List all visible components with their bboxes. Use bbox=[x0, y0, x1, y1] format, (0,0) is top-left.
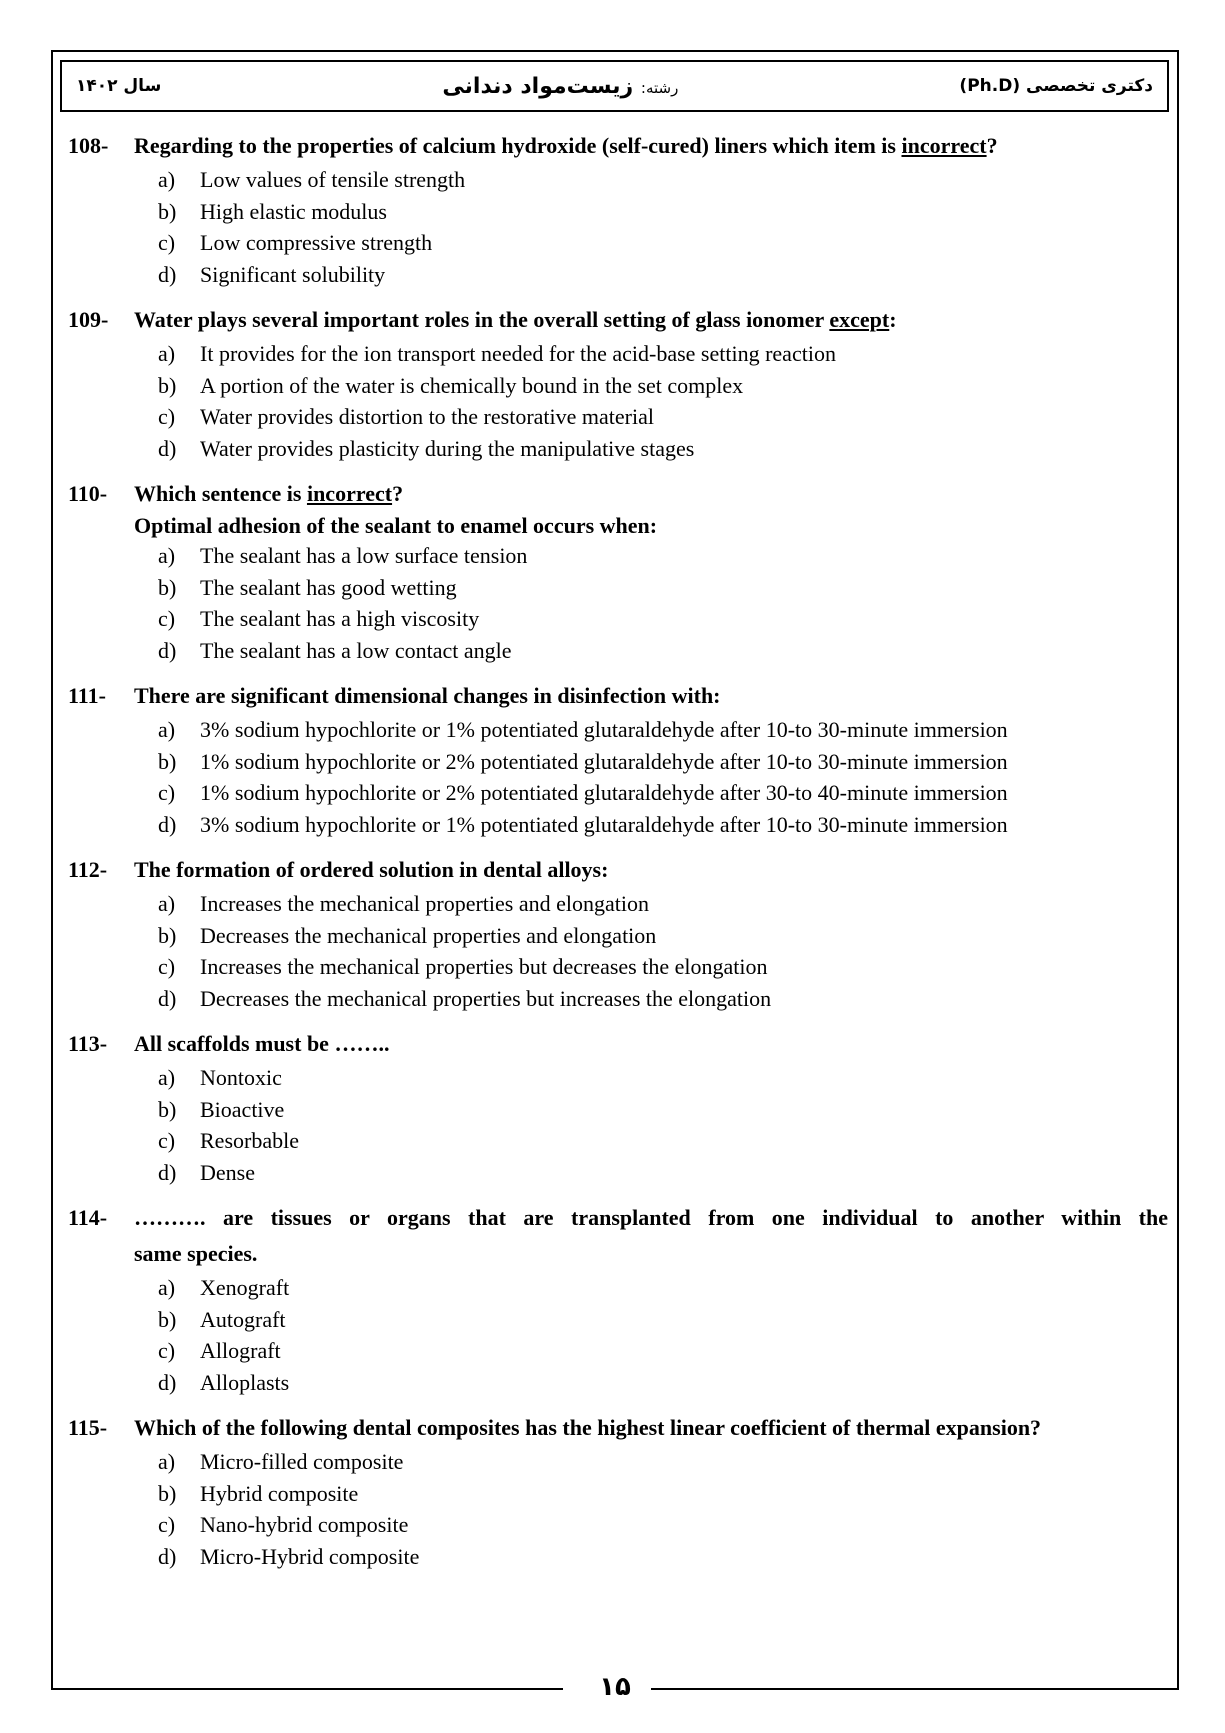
degree-label: دکتری تخصصی (Ph.D) bbox=[959, 76, 1153, 96]
question-number: 112- bbox=[68, 857, 108, 882]
question-text bbox=[134, 852, 1168, 888]
option-label: b) bbox=[158, 574, 177, 600]
answer-option bbox=[158, 951, 1168, 983]
question-114 bbox=[68, 1200, 1168, 1398]
emphasis-text: incorrect bbox=[306, 481, 393, 506]
option-text: Water provides distortion to the restorative material bbox=[200, 404, 654, 429]
emphasis-text: incorrect bbox=[901, 133, 987, 158]
option-text: It provides for the ion transport needed for the acid-base setting reaction bbox=[200, 341, 836, 366]
option-label: a) bbox=[158, 543, 176, 568]
question-text-segment: ? bbox=[392, 481, 404, 506]
question-text-segment: The formation of ordered solution in dental alloys: bbox=[134, 857, 609, 882]
answer-option bbox=[158, 1157, 1168, 1189]
question-111 bbox=[68, 678, 1168, 840]
answer-option bbox=[158, 1446, 1168, 1478]
option-text: The sealant has a high viscosity bbox=[200, 606, 480, 631]
option-text: Autograft bbox=[200, 1306, 286, 1332]
question-text-segment: There are significant dimensional changes in disinfection with: bbox=[134, 683, 721, 708]
question-115 bbox=[68, 1410, 1168, 1572]
option-text: Water provides plasticity during the manipulative stages bbox=[200, 435, 695, 461]
question-text bbox=[134, 476, 1168, 512]
option-text: Nano-hybrid composite bbox=[200, 1512, 409, 1537]
question-stem-line bbox=[68, 476, 1168, 512]
question-text-segment: ? bbox=[986, 133, 998, 158]
option-label: d) bbox=[158, 1369, 177, 1395]
question-number: 115- bbox=[68, 1415, 108, 1440]
question-text-segment: : bbox=[889, 307, 897, 332]
option-label: d) bbox=[158, 1159, 177, 1185]
question-108 bbox=[68, 128, 1168, 290]
field-label: رشته: bbox=[640, 78, 679, 97]
question-number: 108- bbox=[68, 133, 109, 158]
question-stem-line bbox=[68, 1026, 1168, 1062]
option-text: Alloplasts bbox=[200, 1369, 290, 1395]
question-text bbox=[134, 678, 1168, 714]
option-label: b) bbox=[158, 1306, 177, 1332]
question-stem-line bbox=[68, 1410, 1168, 1446]
question-subline: Optimal adhesion of the sealant to enamel occurs when: bbox=[134, 513, 658, 538]
question-number: 109- bbox=[68, 307, 109, 332]
question-number: 113- bbox=[68, 1031, 108, 1056]
answer-option bbox=[158, 572, 1168, 604]
option-label: a) bbox=[158, 167, 176, 192]
option-label: c) bbox=[158, 1512, 176, 1537]
question-stem-line bbox=[68, 128, 1168, 164]
answer-option bbox=[158, 888, 1168, 920]
option-label: a) bbox=[158, 717, 176, 742]
option-text: Allograft bbox=[200, 1338, 281, 1363]
answer-option bbox=[158, 401, 1168, 433]
answer-option bbox=[158, 603, 1168, 635]
field-title bbox=[442, 74, 678, 99]
question-text-segment: Which sentence is bbox=[134, 481, 307, 506]
option-label: c) bbox=[158, 1128, 176, 1153]
question-109 bbox=[68, 302, 1168, 464]
option-label: c) bbox=[158, 780, 176, 805]
question-text bbox=[134, 128, 1168, 164]
option-label: a) bbox=[158, 1275, 176, 1300]
option-label: c) bbox=[158, 404, 176, 429]
answer-option bbox=[158, 777, 1168, 809]
question-number: 110- bbox=[68, 481, 108, 506]
question-text bbox=[134, 1200, 1168, 1236]
option-text: Hybrid composite bbox=[200, 1480, 359, 1506]
answer-option bbox=[158, 338, 1168, 370]
answer-option bbox=[158, 1094, 1168, 1126]
option-text: Increases the mechanical properties but decreases the elongation bbox=[200, 954, 768, 979]
field-name: زیست‌مواد دندانی bbox=[442, 73, 634, 99]
emphasis-text: except bbox=[829, 307, 890, 332]
answer-option bbox=[158, 1304, 1168, 1336]
option-label: b) bbox=[158, 748, 177, 774]
answer-option bbox=[158, 1509, 1168, 1541]
question-text-segment: All scaffolds must be …….. bbox=[134, 1031, 390, 1056]
question-text-segment: Which of the following dental composites has the highest linear coefficient of thermal expansion? bbox=[134, 1415, 1042, 1440]
option-label: b) bbox=[158, 1096, 177, 1122]
exam-header bbox=[60, 60, 1169, 112]
footer-rule-left bbox=[51, 1688, 563, 1690]
option-text: Micro-filled composite bbox=[200, 1449, 404, 1474]
answer-option bbox=[158, 259, 1168, 291]
option-label: a) bbox=[158, 891, 176, 916]
answer-option bbox=[158, 746, 1168, 778]
answer-option bbox=[158, 370, 1168, 402]
answer-option bbox=[158, 809, 1168, 841]
answer-option bbox=[158, 1335, 1168, 1367]
question-stem-line bbox=[68, 1200, 1168, 1236]
question-stem-line bbox=[68, 678, 1168, 714]
option-text: Bioactive bbox=[200, 1096, 285, 1122]
option-text: High elastic modulus bbox=[200, 198, 387, 224]
option-label: b) bbox=[158, 198, 177, 224]
option-label: c) bbox=[158, 606, 176, 631]
answer-option bbox=[158, 983, 1168, 1015]
question-stem-line bbox=[68, 302, 1168, 338]
option-text: Nontoxic bbox=[200, 1065, 282, 1090]
answer-option bbox=[158, 433, 1168, 465]
option-text: Low compressive strength bbox=[200, 230, 433, 255]
question-text-segment: Regarding to the properties of calcium hydroxide (self-cured) liners which item is bbox=[134, 133, 902, 158]
question-text-continuation: same species. bbox=[134, 1241, 258, 1266]
question-text-segment: Water plays several important roles in the overall setting of glass ionomer bbox=[134, 307, 830, 332]
option-label: d) bbox=[158, 261, 177, 287]
option-label: a) bbox=[158, 341, 176, 366]
option-text: A portion of the water is chemically bound in the set complex bbox=[200, 372, 744, 398]
option-label: c) bbox=[158, 954, 176, 979]
option-label: a) bbox=[158, 1065, 176, 1090]
option-text: 3% sodium hypochlorite or 1% potentiated glutaraldehyde after 10-to 30-minute immersion bbox=[200, 811, 1008, 837]
option-label: d) bbox=[158, 637, 177, 663]
option-label: b) bbox=[158, 1480, 177, 1506]
option-label: c) bbox=[158, 230, 176, 255]
question-stem-line bbox=[68, 852, 1168, 888]
answer-option bbox=[158, 920, 1168, 952]
page-footer bbox=[51, 1672, 1179, 1708]
option-text: Decreases the mechanical properties but increases the elongation bbox=[200, 985, 772, 1011]
option-text: The sealant has a low surface tension bbox=[200, 543, 528, 568]
answer-option bbox=[158, 635, 1168, 667]
question-110 bbox=[68, 476, 1168, 666]
answer-option bbox=[158, 1062, 1168, 1094]
option-text: 1% sodium hypochlorite or 2% potentiated glutaraldehyde after 30-to 40-minute immersion bbox=[200, 780, 1008, 805]
page-number: ۱۵ bbox=[599, 1672, 631, 1702]
answer-option bbox=[158, 227, 1168, 259]
answer-option bbox=[158, 714, 1168, 746]
answer-option bbox=[158, 1541, 1168, 1573]
option-text: Micro-Hybrid composite bbox=[200, 1543, 420, 1569]
question-text bbox=[134, 1410, 1168, 1446]
option-label: d) bbox=[158, 985, 177, 1011]
option-text: Low values of tensile strength bbox=[200, 167, 466, 192]
answer-option bbox=[158, 1367, 1168, 1399]
option-text: Xenograft bbox=[200, 1275, 290, 1300]
option-label: a) bbox=[158, 1449, 176, 1474]
option-text: 1% sodium hypochlorite or 2% potentiated glutaraldehyde after 10-to 30-minute immersion bbox=[200, 748, 1008, 774]
question-list bbox=[68, 128, 1168, 1584]
option-text: Significant solubility bbox=[200, 261, 386, 287]
answer-option bbox=[158, 540, 1168, 572]
option-label: b) bbox=[158, 922, 177, 948]
answer-option bbox=[158, 164, 1168, 196]
option-text: Decreases the mechanical properties and elongation bbox=[200, 922, 657, 948]
option-text: 3% sodium hypochlorite or 1% potentiated glutaraldehyde after 10-to 30-minute immersion bbox=[200, 717, 1008, 742]
question-text bbox=[134, 1026, 1168, 1062]
option-label: b) bbox=[158, 372, 177, 398]
question-text bbox=[134, 302, 1168, 338]
option-text: Resorbable bbox=[200, 1128, 299, 1153]
question-text-segment: ………. are tissues or organs that are transplanted from one individual to another within the bbox=[134, 1205, 1168, 1230]
exam-year: سال ۱۴۰۲ bbox=[76, 76, 162, 96]
answer-option bbox=[158, 1272, 1168, 1304]
option-label: c) bbox=[158, 1338, 176, 1363]
question-112 bbox=[68, 852, 1168, 1014]
footer-rule-right bbox=[651, 1688, 1179, 1690]
question-number: 114- bbox=[68, 1205, 108, 1230]
answer-option bbox=[158, 1125, 1168, 1157]
question-113 bbox=[68, 1026, 1168, 1188]
option-label: d) bbox=[158, 435, 177, 461]
option-label: d) bbox=[158, 1543, 177, 1569]
option-text: The sealant has good wetting bbox=[200, 574, 457, 600]
question-number: 111- bbox=[68, 683, 106, 708]
option-label: d) bbox=[158, 811, 177, 837]
option-text: Increases the mechanical properties and elongation bbox=[200, 891, 649, 916]
answer-option bbox=[158, 196, 1168, 228]
option-text: Dense bbox=[200, 1159, 255, 1185]
option-text: The sealant has a low contact angle bbox=[200, 637, 512, 663]
answer-option bbox=[158, 1478, 1168, 1510]
